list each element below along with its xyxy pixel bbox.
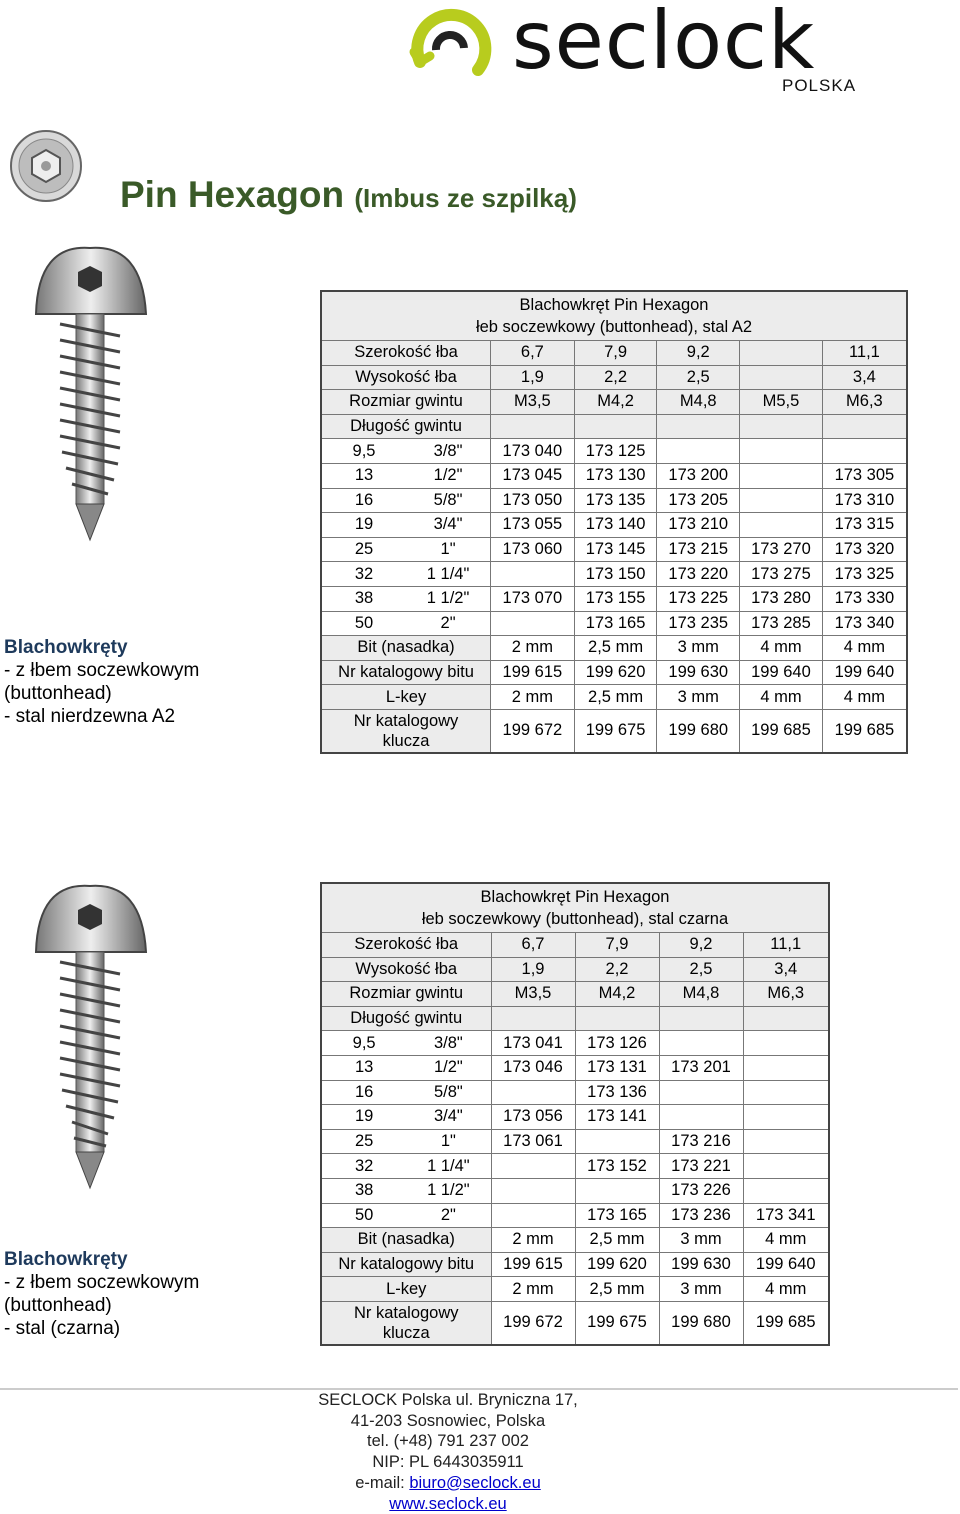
side-line: (buttonhead) bbox=[4, 1295, 112, 1316]
table-cell: 173 325 bbox=[822, 562, 907, 587]
table-cell bbox=[740, 414, 823, 439]
table-cell bbox=[743, 1055, 829, 1080]
table-cell: 2,5 mm bbox=[575, 1228, 659, 1253]
row-length bbox=[321, 439, 491, 464]
row-length bbox=[321, 1031, 491, 1056]
table-cell: 173 155 bbox=[574, 586, 657, 611]
table-cell bbox=[491, 611, 575, 636]
table-cell: 173 056 bbox=[491, 1105, 575, 1130]
table-cell: 173 131 bbox=[575, 1055, 659, 1080]
table-cell bbox=[657, 439, 740, 464]
table-row bbox=[321, 586, 907, 611]
table-cell: 199 630 bbox=[659, 1252, 743, 1277]
length-mm: 50 bbox=[354, 613, 374, 632]
row-label: Rozmiar gwintu bbox=[321, 390, 491, 415]
table-cell bbox=[740, 488, 823, 513]
row-label: Bit (nasadka) bbox=[321, 636, 491, 661]
length-inch: 1 1/2" bbox=[427, 1181, 470, 1200]
footer-email-line bbox=[300, 1473, 596, 1494]
row-label: Szerokość łba bbox=[321, 341, 491, 366]
table-row bbox=[321, 1301, 829, 1345]
table-cell: 173 221 bbox=[659, 1154, 743, 1179]
row-label: Szerokość łba bbox=[321, 933, 491, 958]
row-length bbox=[321, 586, 491, 611]
spec-table-black bbox=[320, 882, 830, 1346]
table-cell: 173 145 bbox=[574, 537, 657, 562]
table-cell: 173 135 bbox=[574, 488, 657, 513]
table-row bbox=[321, 611, 907, 636]
length-inch: 1" bbox=[440, 540, 456, 559]
table-cell: 173 165 bbox=[575, 1203, 659, 1228]
table-cell: 2 mm bbox=[491, 685, 575, 710]
table-cell: 173 215 bbox=[657, 537, 740, 562]
side-line: - stal nierdzewna A2 bbox=[4, 706, 176, 727]
table-cell bbox=[659, 1006, 743, 1031]
table-cell bbox=[491, 1006, 575, 1031]
table-cell: 4 mm bbox=[822, 685, 907, 710]
table-row bbox=[321, 933, 829, 958]
table-cell: 199 640 bbox=[822, 660, 907, 685]
table-cell: M4,2 bbox=[574, 390, 657, 415]
row-length bbox=[321, 1129, 491, 1154]
table-row bbox=[321, 685, 907, 710]
spec-table-a2 bbox=[320, 290, 908, 754]
table-row bbox=[321, 1252, 829, 1277]
table-cell: 173 285 bbox=[740, 611, 823, 636]
table-row bbox=[321, 1105, 829, 1130]
table-row bbox=[321, 1277, 829, 1302]
side-line: (buttonhead) bbox=[4, 683, 112, 704]
length-mm: 9,5 bbox=[352, 441, 376, 460]
table-cell: 199 640 bbox=[743, 1252, 829, 1277]
length-inch: 3/4" bbox=[433, 515, 463, 534]
screw-image-a2 bbox=[18, 244, 158, 544]
table-cell: 9,2 bbox=[657, 341, 740, 366]
length-mm: 9,5 bbox=[352, 1033, 376, 1052]
table-row bbox=[321, 660, 907, 685]
table-cell: M3,5 bbox=[491, 390, 575, 415]
row-label: Rozmiar gwintu bbox=[321, 982, 491, 1007]
row-label: Długość gwintu bbox=[321, 1006, 491, 1031]
table-header-line2: łeb soczewkowy (buttonhead), stal czarna bbox=[421, 910, 729, 928]
table-cell: 3,4 bbox=[743, 957, 829, 982]
table-cell: M4,2 bbox=[575, 982, 659, 1007]
footer bbox=[300, 1390, 596, 1514]
table-cell: 173 340 bbox=[822, 611, 907, 636]
table-cell: 4 mm bbox=[740, 636, 823, 661]
table-cell: 173 152 bbox=[575, 1154, 659, 1179]
table-cell: 2,5 mm bbox=[574, 685, 657, 710]
table-cell: 3,4 bbox=[822, 365, 907, 390]
table-cell: 199 640 bbox=[740, 660, 823, 685]
table-cell: 7,9 bbox=[575, 933, 659, 958]
footer-website-link[interactable]: www.seclock.eu bbox=[389, 1494, 507, 1513]
table-cell: 173 315 bbox=[822, 513, 907, 538]
table-cell: 173 330 bbox=[822, 586, 907, 611]
table-cell: 2,5 bbox=[659, 957, 743, 982]
row-label: L-key bbox=[321, 1277, 491, 1302]
table-row bbox=[321, 1228, 829, 1253]
row-length bbox=[321, 513, 491, 538]
table-cell bbox=[743, 1154, 829, 1179]
table-row bbox=[321, 636, 907, 661]
length-inch: 3/8" bbox=[433, 1033, 463, 1052]
length-inch: 3/4" bbox=[433, 1107, 463, 1126]
table-header-line1: Blachowkręt Pin Hexagon bbox=[480, 888, 670, 906]
table-cell: M5,5 bbox=[740, 390, 823, 415]
table-row bbox=[321, 390, 907, 415]
table-row bbox=[321, 1006, 829, 1031]
table-cell bbox=[575, 1006, 659, 1031]
side-line: - z łbem soczewkowym bbox=[4, 1272, 200, 1293]
table-cell: 173 141 bbox=[575, 1105, 659, 1130]
table-cell bbox=[743, 1105, 829, 1130]
logo-brand-text: seclock bbox=[512, 0, 816, 87]
table-cell: 173 040 bbox=[491, 439, 575, 464]
table-row bbox=[321, 1203, 829, 1228]
row-length bbox=[321, 1055, 491, 1080]
table-cell bbox=[659, 1105, 743, 1130]
table-row bbox=[321, 1178, 829, 1203]
table-cell: 2,5 mm bbox=[574, 636, 657, 661]
table-row bbox=[321, 957, 829, 982]
side-label-a2 bbox=[4, 636, 199, 728]
row-length bbox=[321, 611, 491, 636]
table-cell: M6,3 bbox=[822, 390, 907, 415]
length-mm: 25 bbox=[354, 540, 374, 559]
footer-phone: tel. (+48) 791 237 002 bbox=[367, 1432, 529, 1451]
table-cell: 199 615 bbox=[491, 1252, 575, 1277]
table-cell: 4 mm bbox=[743, 1228, 829, 1253]
table-cell bbox=[740, 513, 823, 538]
table-cell: 9,2 bbox=[659, 933, 743, 958]
table-cell: 3 mm bbox=[659, 1228, 743, 1253]
table-cell bbox=[575, 1129, 659, 1154]
table-cell: 173 235 bbox=[657, 611, 740, 636]
length-inch: 1 1/2" bbox=[426, 589, 470, 608]
table-cell bbox=[743, 1080, 829, 1105]
table-cell: M3,5 bbox=[491, 982, 575, 1007]
table-cell: 199 620 bbox=[574, 660, 657, 685]
table-row bbox=[321, 982, 829, 1007]
table-cell: 173 150 bbox=[574, 562, 657, 587]
table-cell: 7,9 bbox=[574, 341, 657, 366]
logo-ring-icon bbox=[400, 0, 500, 95]
table-cell: 173 341 bbox=[743, 1203, 829, 1228]
table-cell bbox=[657, 414, 740, 439]
length-inch: 1/2" bbox=[433, 466, 463, 485]
table-cell: 173 216 bbox=[659, 1129, 743, 1154]
table-cell: 173 126 bbox=[575, 1031, 659, 1056]
length-mm: 13 bbox=[354, 1058, 374, 1077]
table-row bbox=[321, 513, 907, 538]
table-cell: 173 280 bbox=[740, 586, 823, 611]
table-header bbox=[321, 291, 907, 341]
table-cell: 173 045 bbox=[491, 463, 575, 488]
table-cell: 173 226 bbox=[659, 1178, 743, 1203]
table-cell bbox=[743, 1006, 829, 1031]
table-cell: 6,7 bbox=[491, 933, 575, 958]
screw-head-icon bbox=[8, 128, 84, 204]
screw-image-black bbox=[18, 882, 158, 1192]
length-inch: 5/8" bbox=[433, 1082, 463, 1101]
table-cell: 199 675 bbox=[574, 709, 657, 753]
length-mm: 16 bbox=[354, 1082, 374, 1101]
table-row bbox=[321, 1031, 829, 1056]
table-cell: 173 136 bbox=[575, 1080, 659, 1105]
table-cell bbox=[659, 1080, 743, 1105]
footer-email-prefix: e-mail: bbox=[355, 1473, 410, 1492]
row-length bbox=[321, 488, 491, 513]
table-row bbox=[321, 1080, 829, 1105]
table-cell: 2,5 mm bbox=[575, 1277, 659, 1302]
table-cell bbox=[491, 1203, 575, 1228]
side-title: Blachowkręty bbox=[4, 1249, 128, 1270]
table-cell: 2 mm bbox=[491, 1228, 575, 1253]
table-header bbox=[321, 883, 829, 933]
table-cell: 2,2 bbox=[575, 957, 659, 982]
table-cell bbox=[740, 365, 823, 390]
table-cell: 173 310 bbox=[822, 488, 907, 513]
table-cell: 2 mm bbox=[491, 1277, 575, 1302]
length-inch: 2" bbox=[440, 613, 456, 632]
table-cell: 1,9 bbox=[491, 957, 575, 982]
row-label: Nr katalogowy bitu bbox=[321, 660, 491, 685]
table-cell: 173 270 bbox=[740, 537, 823, 562]
page-title bbox=[120, 174, 577, 216]
table-cell: 2,2 bbox=[574, 365, 657, 390]
table-cell: 173 305 bbox=[822, 463, 907, 488]
length-mm: 50 bbox=[354, 1205, 374, 1224]
table-cell: 199 615 bbox=[491, 660, 575, 685]
table-cell: 199 680 bbox=[659, 1301, 743, 1345]
footer-city: 41-203 Sosnowiec, Polska bbox=[350, 1411, 546, 1430]
table-cell bbox=[740, 463, 823, 488]
table-cell: 173 060 bbox=[491, 537, 575, 562]
table-cell: 199 685 bbox=[822, 709, 907, 753]
table-cell: 4 mm bbox=[822, 636, 907, 661]
table-cell: 173 125 bbox=[574, 439, 657, 464]
table-cell bbox=[822, 414, 907, 439]
length-mm: 32 bbox=[354, 1156, 374, 1175]
table-cell: 199 685 bbox=[740, 709, 823, 753]
table-row bbox=[321, 1154, 829, 1179]
table-cell bbox=[743, 1031, 829, 1056]
row-label: L-key bbox=[321, 685, 491, 710]
table-cell: 173 225 bbox=[657, 586, 740, 611]
length-inch: 1 1/4" bbox=[427, 1156, 470, 1175]
table-header-line1: Blachowkręt Pin Hexagon bbox=[519, 296, 709, 314]
table-row bbox=[321, 1129, 829, 1154]
length-mm: 38 bbox=[354, 1181, 374, 1200]
table-row bbox=[321, 562, 907, 587]
side-line: - stal (czarna) bbox=[4, 1318, 121, 1339]
table-cell: 173 050 bbox=[491, 488, 575, 513]
table-cell bbox=[491, 1154, 575, 1179]
length-mm: 32 bbox=[354, 564, 374, 583]
table-cell: M4,8 bbox=[659, 982, 743, 1007]
table-cell: 173 165 bbox=[574, 611, 657, 636]
table-cell: 4 mm bbox=[743, 1277, 829, 1302]
table-cell bbox=[574, 414, 657, 439]
table-cell: 199 672 bbox=[491, 1301, 575, 1345]
length-inch: 1/2" bbox=[433, 1058, 463, 1077]
table-cell: 173 220 bbox=[657, 562, 740, 587]
table-cell: 173 055 bbox=[491, 513, 575, 538]
table-cell: 173 236 bbox=[659, 1203, 743, 1228]
table-row bbox=[321, 414, 907, 439]
table-cell: 199 685 bbox=[743, 1301, 829, 1345]
table-cell: 173 205 bbox=[657, 488, 740, 513]
table-cell: 199 680 bbox=[657, 709, 740, 753]
row-length bbox=[321, 537, 491, 562]
table-cell bbox=[822, 439, 907, 464]
table-cell bbox=[740, 439, 823, 464]
table-cell: 3 mm bbox=[657, 636, 740, 661]
length-mm: 16 bbox=[354, 490, 374, 509]
table-cell: 199 675 bbox=[575, 1301, 659, 1345]
table-row bbox=[321, 439, 907, 464]
row-label: Bit (nasadka) bbox=[321, 1228, 491, 1253]
length-inch: 2" bbox=[440, 1205, 456, 1224]
row-length bbox=[321, 1154, 491, 1179]
row-label: Nr katalogowy bitu bbox=[321, 1252, 491, 1277]
row-length bbox=[321, 1080, 491, 1105]
row-length bbox=[321, 1178, 491, 1203]
table-cell: 1,9 bbox=[491, 365, 575, 390]
row-label: Wysokość łba bbox=[321, 365, 491, 390]
row-length bbox=[321, 1203, 491, 1228]
table-cell: 11,1 bbox=[743, 933, 829, 958]
table-cell bbox=[659, 1031, 743, 1056]
table-cell bbox=[743, 1178, 829, 1203]
length-mm: 19 bbox=[354, 515, 374, 534]
table-cell: 173 046 bbox=[491, 1055, 575, 1080]
table-cell bbox=[740, 341, 823, 366]
table-row bbox=[321, 488, 907, 513]
table-cell bbox=[575, 1178, 659, 1203]
length-mm: 13 bbox=[354, 466, 374, 485]
table-row bbox=[321, 365, 907, 390]
table-row bbox=[321, 709, 907, 753]
table-cell: 3 mm bbox=[657, 685, 740, 710]
table-cell bbox=[491, 1080, 575, 1105]
row-length bbox=[321, 562, 491, 587]
table-cell: 173 130 bbox=[574, 463, 657, 488]
table-cell: 3 mm bbox=[659, 1277, 743, 1302]
table-cell bbox=[491, 1178, 575, 1203]
table-row bbox=[321, 1055, 829, 1080]
length-inch: 3/8" bbox=[433, 441, 463, 460]
length-mm: 19 bbox=[354, 1107, 374, 1126]
table-row bbox=[321, 341, 907, 366]
title-sub: (Imbus ze szpilką) bbox=[354, 183, 577, 213]
table-cell: 173 201 bbox=[659, 1055, 743, 1080]
length-mm: 38 bbox=[354, 589, 374, 608]
table-cell: 173 070 bbox=[491, 586, 575, 611]
table-cell: 173 200 bbox=[657, 463, 740, 488]
row-label: Długość gwintu bbox=[321, 414, 491, 439]
table-header-line2: łeb soczewkowy (buttonhead), stal A2 bbox=[475, 318, 753, 336]
seclock-logo bbox=[400, 0, 870, 100]
table-cell: 4 mm bbox=[740, 685, 823, 710]
table-cell: 173 275 bbox=[740, 562, 823, 587]
row-label: Nr katalogowy klucza bbox=[321, 709, 491, 753]
table-cell: 173 061 bbox=[491, 1129, 575, 1154]
table-cell: M6,3 bbox=[743, 982, 829, 1007]
length-inch: 1 1/4" bbox=[426, 564, 470, 583]
table-row bbox=[321, 537, 907, 562]
table-cell: M4,8 bbox=[657, 390, 740, 415]
footer-nip: NIP: PL 6443035911 bbox=[372, 1453, 524, 1472]
row-label: Nr katalogowy klucza bbox=[321, 1301, 491, 1345]
row-label: Wysokość łba bbox=[321, 957, 491, 982]
footer-address: SECLOCK Polska ul. Bryniczna 17, bbox=[318, 1391, 578, 1409]
length-inch: 5/8" bbox=[433, 490, 463, 509]
row-length bbox=[321, 463, 491, 488]
table-cell: 173 041 bbox=[491, 1031, 575, 1056]
table-cell: 11,1 bbox=[822, 341, 907, 366]
table-cell: 2,5 bbox=[657, 365, 740, 390]
table-cell: 199 620 bbox=[575, 1252, 659, 1277]
table-cell bbox=[491, 414, 575, 439]
table-cell bbox=[491, 562, 575, 587]
table-cell: 6,7 bbox=[491, 341, 575, 366]
table-cell bbox=[743, 1129, 829, 1154]
length-mm: 25 bbox=[354, 1132, 374, 1151]
footer-email-link[interactable]: biuro@seclock.eu bbox=[409, 1473, 541, 1492]
row-length bbox=[321, 1105, 491, 1130]
table-row bbox=[321, 463, 907, 488]
side-line: - z łbem soczewkowym bbox=[4, 660, 200, 681]
logo-sub-text: POLSKA bbox=[782, 76, 857, 95]
table-cell: 173 140 bbox=[574, 513, 657, 538]
side-title: Blachowkręty bbox=[4, 637, 128, 658]
table-cell: 199 630 bbox=[657, 660, 740, 685]
title-main: Pin Hexagon bbox=[120, 174, 345, 215]
table-cell: 173 320 bbox=[822, 537, 907, 562]
table-cell: 173 210 bbox=[657, 513, 740, 538]
side-label-black bbox=[4, 1248, 199, 1340]
table-cell: 2 mm bbox=[491, 636, 575, 661]
length-inch: 1" bbox=[440, 1132, 456, 1151]
table-cell: 199 672 bbox=[491, 709, 575, 753]
